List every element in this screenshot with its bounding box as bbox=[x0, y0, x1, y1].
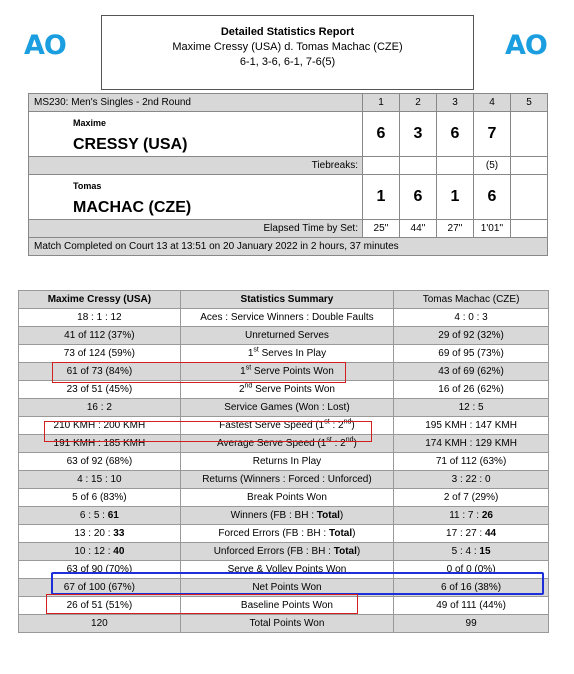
stat-row bbox=[19, 399, 549, 417]
stat-label: Returns (Winners : Forced : Unforced) bbox=[180, 471, 393, 489]
player2-first-name: Tomas bbox=[73, 181, 102, 191]
player1-set-score: 3 bbox=[400, 112, 437, 157]
scoreboard bbox=[28, 93, 548, 256]
player1-stat-value: 67 of 100 (67%) bbox=[19, 579, 181, 597]
player1-stat-value: 16 : 2 bbox=[19, 399, 181, 417]
player2-name bbox=[29, 175, 363, 220]
player2-last-name: MACHAC (CZE) bbox=[73, 199, 192, 216]
stat-row bbox=[19, 435, 549, 453]
match-completed-text: Match Completed on Court 13 at 13:51 on 20 January 2022 in 2 hours, 37 minutes bbox=[29, 238, 548, 256]
stat-label: Net Points Won bbox=[180, 579, 393, 597]
player1-stat-value: 191 KMH : 185 KMH bbox=[19, 435, 181, 453]
player2-stat-value: 3 : 22 : 0 bbox=[394, 471, 549, 489]
stat-row bbox=[19, 489, 549, 507]
tiebreak-value bbox=[437, 157, 474, 175]
stat-row bbox=[19, 363, 549, 381]
elapsed-value: 27'' bbox=[437, 220, 474, 238]
stat-label: Unforced Errors (FB : BH : Total) bbox=[180, 543, 393, 561]
report-title: Detailed Statistics Report bbox=[220, 26, 355, 38]
stat-label: Aces : Service Winners : Double Faults bbox=[180, 309, 393, 327]
statistics-table bbox=[18, 290, 549, 633]
stat-row bbox=[19, 597, 549, 615]
stat-row bbox=[19, 417, 549, 435]
player1-set-score: 6 bbox=[363, 112, 400, 157]
player1-stat-value: 6 : 5 : 61 bbox=[19, 507, 181, 525]
stat-row bbox=[19, 615, 549, 633]
stat-row bbox=[19, 381, 549, 399]
player2-stat-value: 0 of 0 (0%) bbox=[394, 561, 549, 579]
player2-set-score: 6 bbox=[400, 175, 437, 220]
ao-logo-right: AO bbox=[505, 30, 547, 61]
player1-stat-value: 23 of 51 (45%) bbox=[19, 381, 181, 399]
elapsed-value: 25'' bbox=[363, 220, 400, 238]
stat-label: 2nd Serve Points Won bbox=[180, 381, 393, 399]
stat-row bbox=[19, 471, 549, 489]
set-header: 2 bbox=[400, 94, 437, 112]
stat-row bbox=[19, 345, 549, 363]
tiebreak-value bbox=[400, 157, 437, 175]
player1-stat-value: 73 of 124 (59%) bbox=[19, 345, 181, 363]
player2-stat-value: 29 of 92 (32%) bbox=[394, 327, 549, 345]
stat-label: Break Points Won bbox=[180, 489, 393, 507]
player2-stat-value: 174 KMH : 129 KMH bbox=[394, 435, 549, 453]
player2-stat-value: 43 of 69 (62%) bbox=[394, 363, 549, 381]
elapsed-value bbox=[511, 220, 548, 238]
player2-stat-value: 99 bbox=[394, 615, 549, 633]
player1-name bbox=[29, 112, 363, 157]
player1-stat-value: 18 : 1 : 12 bbox=[19, 309, 181, 327]
stat-row bbox=[19, 453, 549, 471]
player2-stat-value: 16 of 26 (62%) bbox=[394, 381, 549, 399]
player1-set-score: 6 bbox=[437, 112, 474, 157]
stat-row bbox=[19, 543, 549, 561]
player2-set-score: 1 bbox=[437, 175, 474, 220]
player2-set-score: 6 bbox=[474, 175, 511, 220]
set-header: 3 bbox=[437, 94, 474, 112]
stat-row bbox=[19, 579, 549, 597]
stat-label: Serve & Volley Points Won bbox=[180, 561, 393, 579]
player2-column-header: Tomas Machac (CZE) bbox=[394, 291, 549, 309]
set-header: 4 bbox=[474, 94, 511, 112]
player2-stat-value: 71 of 112 (63%) bbox=[394, 453, 549, 471]
player2-stat-value: 195 KMH : 147 KMH bbox=[394, 417, 549, 435]
player1-stat-value: 63 of 90 (70%) bbox=[19, 561, 181, 579]
player2-stat-value: 11 : 7 : 26 bbox=[394, 507, 549, 525]
player1-set-score: 7 bbox=[474, 112, 511, 157]
player2-stat-value: 49 of 111 (44%) bbox=[394, 597, 549, 615]
stat-label: Unreturned Serves bbox=[180, 327, 393, 345]
stat-label: 1st Serve Points Won bbox=[180, 363, 393, 381]
stat-label: Fastest Serve Speed (1st : 2nd) bbox=[180, 417, 393, 435]
stat-row bbox=[19, 507, 549, 525]
set-header: 5 bbox=[511, 94, 548, 112]
player1-stat-value: 26 of 51 (51%) bbox=[19, 597, 181, 615]
player2-set-score: 1 bbox=[363, 175, 400, 220]
elapsed-value: 1'01'' bbox=[474, 220, 511, 238]
stat-label: Service Games (Won : Lost) bbox=[180, 399, 393, 417]
round-label: MS230: Men's Singles - 2nd Round bbox=[29, 94, 363, 112]
player1-stat-value: 120 bbox=[19, 615, 181, 633]
player2-stat-value: 2 of 7 (29%) bbox=[394, 489, 549, 507]
player1-stat-value: 210 KMH : 200 KMH bbox=[19, 417, 181, 435]
player1-stat-value: 41 of 112 (37%) bbox=[19, 327, 181, 345]
tiebreak-value bbox=[363, 157, 400, 175]
player2-set-score bbox=[511, 175, 548, 220]
summary-column-header: Statistics Summary bbox=[180, 291, 393, 309]
player2-stat-value: 5 : 4 : 15 bbox=[394, 543, 549, 561]
player1-stat-value: 63 of 92 (68%) bbox=[19, 453, 181, 471]
match-score: 6-1, 3-6, 6-1, 7-6(5) bbox=[239, 56, 336, 68]
stat-label: Total Points Won bbox=[180, 615, 393, 633]
tiebreaks-label: Tiebreaks: bbox=[29, 157, 363, 175]
stat-label: Baseline Points Won bbox=[180, 597, 393, 615]
report-header bbox=[101, 15, 474, 90]
player2-stat-value: 12 : 5 bbox=[394, 399, 549, 417]
player1-set-score bbox=[511, 112, 548, 157]
stat-row bbox=[19, 561, 549, 579]
player1-stat-value: 10 : 12 : 40 bbox=[19, 543, 181, 561]
stat-label: Returns In Play bbox=[180, 453, 393, 471]
stat-row bbox=[19, 525, 549, 543]
stat-label: Winners (FB : BH : Total) bbox=[180, 507, 393, 525]
elapsed-value: 44'' bbox=[400, 220, 437, 238]
stat-label: 1st Serves In Play bbox=[180, 345, 393, 363]
tiebreak-value bbox=[511, 157, 548, 175]
stat-label: Average Serve Speed (1st : 2nd) bbox=[180, 435, 393, 453]
player2-stat-value: 4 : 0 : 3 bbox=[394, 309, 549, 327]
player2-stat-value: 69 of 95 (73%) bbox=[394, 345, 549, 363]
player1-stat-value: 61 of 73 (84%) bbox=[19, 363, 181, 381]
player1-column-header: Maxime Cressy (USA) bbox=[19, 291, 181, 309]
stat-row bbox=[19, 309, 549, 327]
player1-stat-value: 4 : 15 : 10 bbox=[19, 471, 181, 489]
player1-first-name: Maxime bbox=[73, 118, 107, 128]
stat-label: Forced Errors (FB : BH : Total) bbox=[180, 525, 393, 543]
player1-stat-value: 5 of 6 (83%) bbox=[19, 489, 181, 507]
player2-stat-value: 6 of 16 (38%) bbox=[394, 579, 549, 597]
ao-logo-left: AO bbox=[24, 30, 66, 61]
player1-last-name: CRESSY (USA) bbox=[73, 136, 188, 153]
stat-row bbox=[19, 327, 549, 345]
player2-stat-value: 17 : 27 : 44 bbox=[394, 525, 549, 543]
tiebreak-value: (5) bbox=[474, 157, 511, 175]
player1-stat-value: 13 : 20 : 33 bbox=[19, 525, 181, 543]
set-header: 1 bbox=[363, 94, 400, 112]
elapsed-label: Elapsed Time by Set: bbox=[29, 220, 363, 238]
match-result: Maxime Cressy (USA) d. Tomas Machac (CZE) bbox=[172, 41, 403, 53]
